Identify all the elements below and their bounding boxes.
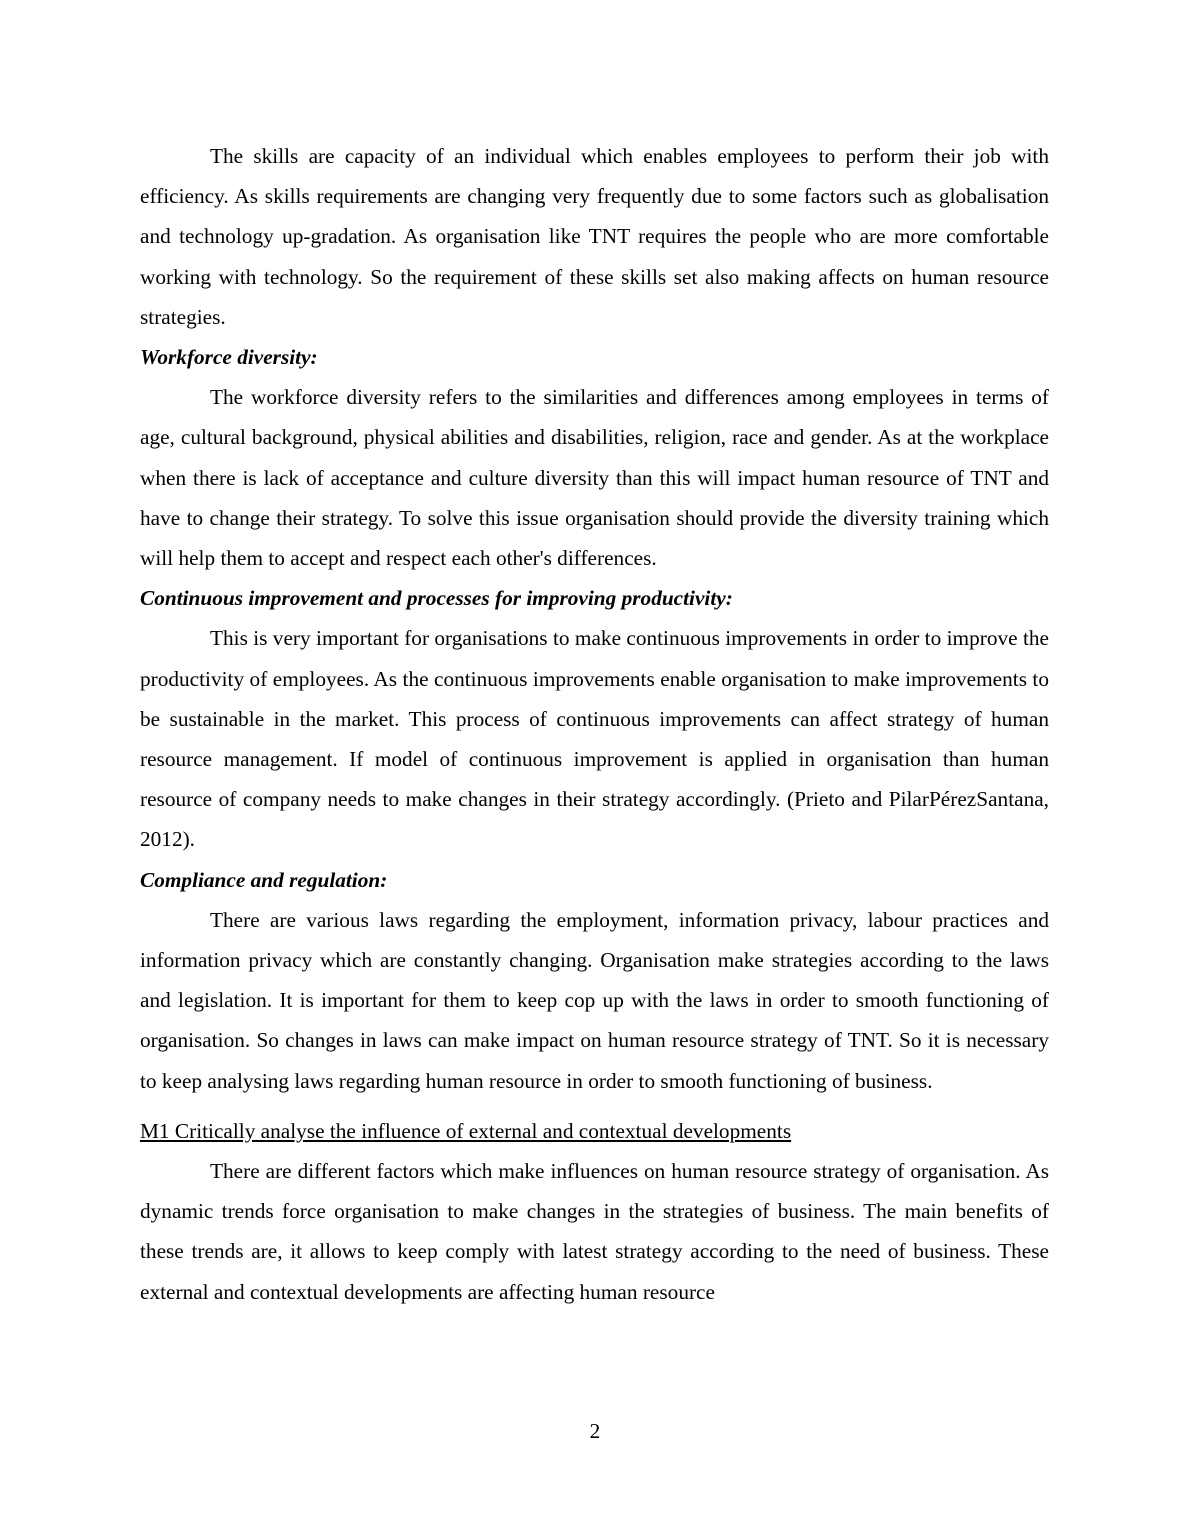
page-number: 2 <box>589 1419 601 1443</box>
document-body <box>140 136 1049 1312</box>
section-heading-m1: M1 Critically analyse the influence of external and contextual developments <box>140 1118 792 1143</box>
paragraph-skills: The skills are capacity of an individual which enables employees to perform their job with efficiency. As skills requirements are changing very frequently due to some factors such as globalisation and technology up-gradation. As organisation like TNT requires the people who are more comfortable working with technology. So the requirement of these skills set also making affects on human resource strategies. <box>140 144 1049 329</box>
paragraph-compliance: There are various laws regarding the employment, information privacy, labour practices and information privacy which are constantly changing. Organisation make strategies according to the laws and legislation. It is important for them to keep cop up with the laws in order to smooth functioning of organisation. So changes in laws can make impact on human resource strategy of TNT. So it is necessary to keep analysing laws regarding human resource in order to smooth functioning of business. <box>140 907 1049 1093</box>
heading-continuous-improvement: Continuous improvement and processes for improving productivity: <box>140 586 733 611</box>
heading-compliance: Compliance and regulation: <box>140 867 388 892</box>
paragraph-workforce-diversity: The workforce diversity refers to the similarities and differences among employees in terms of age, cultural background, physical abilities and disabilities, religion, race and gender. As at the workplace when there is lack of acceptance and culture diversity than this will impact human resource of TNT and have to change their strategy. To solve this issue organisation should provide the diversity training which will help them to accept and respect each other's differences. <box>140 385 1049 571</box>
paragraph-continuous-improvement: This is very important for organisations to make continuous improvements in order to improve the productivity of employees. As the continuous improvements enable organisation to make improvements to be sustainable in the market. This process of continuous improvements can affect strategy of human resource management. If model of continuous improvement is applied in organisation than human resource of company needs to make changes in their strategy accordingly. (Prieto and PilarPérezSantana, 2012). <box>140 626 1049 852</box>
heading-workforce-diversity: Workforce diversity: <box>140 345 318 370</box>
paragraph-m1: There are different factors which make influences on human resource strategy of organisation. As dynamic trends force organisation to make changes in the strategies of business. The main benefits of these trends are, it allows to keep comply with latest strategy according to the need of business. These external and contextual developments are affecting human resource <box>140 1159 1049 1304</box>
